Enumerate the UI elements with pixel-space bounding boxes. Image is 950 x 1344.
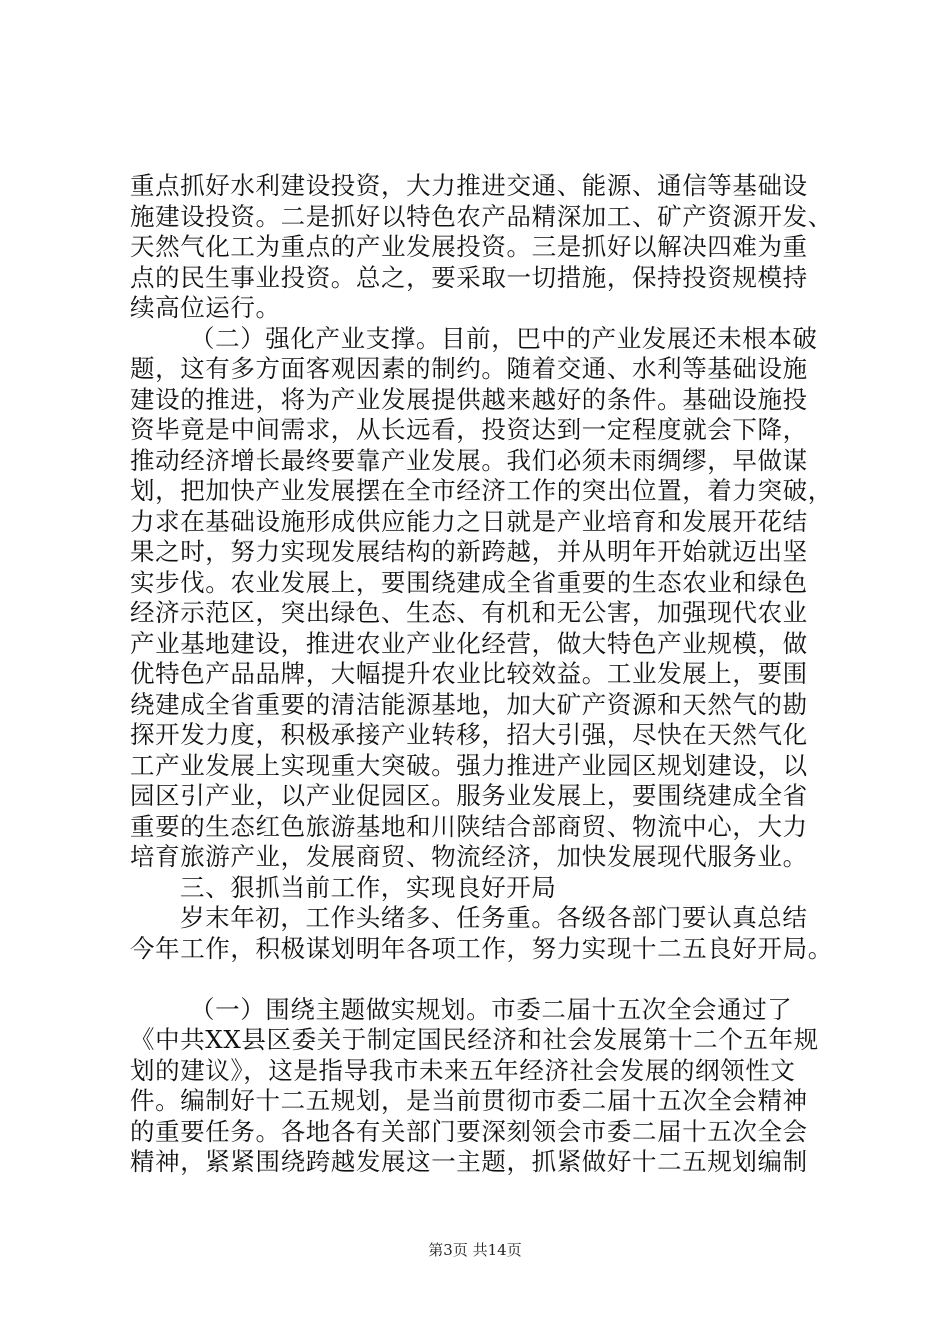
text-line: 件。编制好十二五规划，是当前贯彻市委二届十五次全会精神 xyxy=(130,1086,808,1115)
text-line: 工产业发展上实现重大突破。强力推进产业园区规划建设，以 xyxy=(130,750,808,780)
text-line: 精神，紧紧围绕跨越发展这一主题，抓紧做好十二五规划编制 xyxy=(130,1147,808,1176)
text-line: 建设的推进，将为产业发展提供越来越好的条件。基础设施投 xyxy=(130,384,808,414)
text-line: 划，把加快产业发展摆在全市经济工作的突出位置，着力突破， xyxy=(130,476,833,505)
text-line: 的重要任务。各地各有关部门要深刻领会市委二届十五次全会 xyxy=(130,1116,808,1146)
text-line: 重要的生态红色旅游基地和川陕结合部商贸、物流中心，大力 xyxy=(130,811,808,841)
text-line: 划的建议》，这是指导我市未来五年经济社会发展的纲领性文 xyxy=(130,1055,796,1085)
text-line: 探开发力度，积极承接产业转移，招大引强，尽快在天然气化 xyxy=(130,720,808,749)
text-line: 天然气化工为重点的产业发展投资。三是抓好以解决四难为重 xyxy=(130,232,808,261)
paragraph-start-line: 岁末年初，工作头绪多、任务重。各级各部门要认真总结 xyxy=(180,903,808,932)
text-line: 产业基地建设，推进农业产业化经营，做大特色产业规模，做 xyxy=(130,628,808,658)
text-line: 续高位运行。 xyxy=(130,293,281,322)
text-line: 资毕竟是中间需求，从长远看，投资达到一定程度就会下降， xyxy=(130,415,808,444)
text-line: 实步伐。农业发展上，要围绕建成全省重要的生态农业和绿色 xyxy=(130,567,808,597)
text-line: 绕建成全省重要的清洁能源基地，加大矿产资源和天然气的勘 xyxy=(130,689,808,719)
text-line: 推动经济增长最终要靠产业发展。我们必须未雨绸缪，早做谋 xyxy=(130,445,808,475)
text-line: 果之时，努力实现发展结构的新跨越，并从明年开始就迈出坚 xyxy=(130,537,808,566)
text-line: 题，这有多方面客观因素的制约。随着交通、水利等基础设施 xyxy=(130,354,808,383)
text-line: 《中共XX县区委关于制定国民经济和社会发展第十二个五年规 xyxy=(130,1025,819,1054)
page-number-label: 第3页 共14页 xyxy=(428,1241,522,1259)
page-footer xyxy=(0,1240,950,1260)
text-line: 优特色产品品牌，大幅提升农业比较效益。工业发展上，要围 xyxy=(130,659,808,688)
text-line: 培育旅游产业，发展商贸、物流经济，加快发展现代服务业。 xyxy=(130,842,808,871)
section-heading: 三、狠抓当前工作，实现良好开局 xyxy=(180,872,557,902)
paragraph-gap xyxy=(130,964,830,995)
text-line: 园区引产业，以产业促园区。服务业发展上，要围绕建成全省 xyxy=(130,781,808,810)
text-line: 重点抓好水利建设投资，大力推进交通、能源、通信等基础设 xyxy=(130,171,808,200)
text-line: 施建设投资。二是抓好以特色农产品精深加工、矿产资源开发、 xyxy=(130,201,833,231)
text-line: 经济示范区，突出绿色、生态、有机和无公害，加强现代农业 xyxy=(130,598,808,627)
paragraph-start-line: （一）围绕主题做实规划。市委二届十五次全会通过了 xyxy=(190,994,793,1024)
text-line: 今年工作，积极谋划明年各项工作，努力实现十二五良好开局。 xyxy=(130,933,833,963)
body-text xyxy=(130,171,833,1178)
paragraph-start-line: （二）强化产业支撑。目前，巴中的产业发展还未根本破 xyxy=(190,323,818,353)
text-line: 力求在基础设施形成供应能力之日就是产业培育和发展开花结 xyxy=(130,506,808,536)
text-line: 点的民生事业投资。总之，要采取一切措施，保持投资规模持 xyxy=(130,262,808,292)
